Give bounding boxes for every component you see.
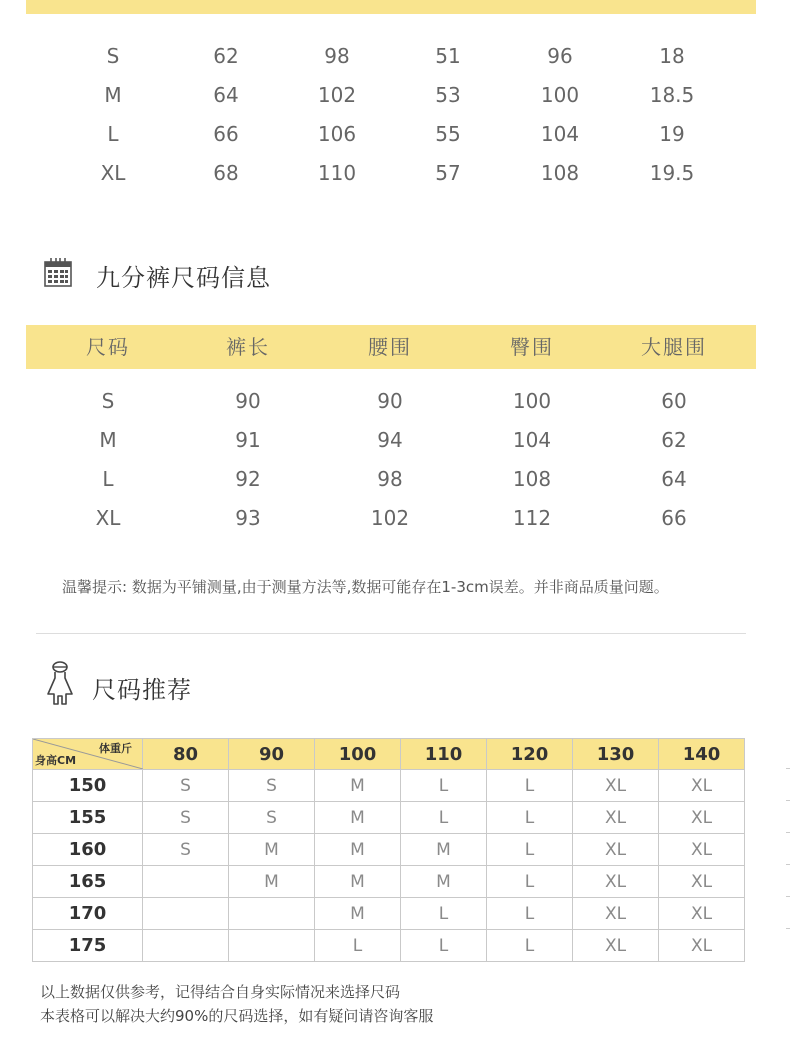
size-cell: L xyxy=(401,898,487,930)
pants-header-length: 裤长 xyxy=(226,335,270,359)
size-cell: M xyxy=(315,770,401,802)
top-table-header xyxy=(26,0,756,14)
size-cell: M xyxy=(401,834,487,866)
table-row xyxy=(33,802,745,834)
size-cell: S xyxy=(229,802,315,834)
size-cell: L xyxy=(487,834,573,866)
size-cell xyxy=(143,930,229,962)
table-cell: 18 xyxy=(659,44,685,68)
table-cell: 62 xyxy=(661,428,687,452)
table-cell: 19 xyxy=(659,122,685,146)
table-cell: 68 xyxy=(213,161,239,185)
table-cell: 93 xyxy=(235,506,261,530)
size-cell: L xyxy=(487,802,573,834)
size-cell xyxy=(143,898,229,930)
top-size-table xyxy=(26,37,756,193)
table-row xyxy=(26,499,756,538)
calendar-icon xyxy=(44,257,72,287)
table-cell: L xyxy=(102,467,114,491)
table-cell: 57 xyxy=(435,161,461,185)
table-cell: XL xyxy=(95,506,121,530)
table-cell: 112 xyxy=(512,506,552,530)
table-row xyxy=(26,37,756,76)
table-cell: 55 xyxy=(435,122,461,146)
size-cell: S xyxy=(143,834,229,866)
table-corner-cell xyxy=(33,739,143,770)
table-row xyxy=(33,866,745,898)
pants-header-hip: 臀围 xyxy=(510,335,554,359)
size-cell: XL xyxy=(573,866,659,898)
height-header: 170 xyxy=(33,898,143,930)
pants-size-table xyxy=(26,382,756,538)
pants-header-thigh: 大腿围 xyxy=(641,335,707,359)
size-cell xyxy=(229,898,315,930)
size-cell: XL xyxy=(573,930,659,962)
size-cell: L xyxy=(401,770,487,802)
size-cell: M xyxy=(229,866,315,898)
height-header: 150 xyxy=(33,770,143,802)
weight-header: 120 xyxy=(487,739,573,770)
size-cell: L xyxy=(487,770,573,802)
height-header: 155 xyxy=(33,802,143,834)
table-row xyxy=(33,770,745,802)
table-cell: 66 xyxy=(213,122,239,146)
size-cell: L xyxy=(315,930,401,962)
pants-table-header xyxy=(26,325,756,369)
size-cell: M xyxy=(315,866,401,898)
size-cell: XL xyxy=(659,930,745,962)
table-cell: 90 xyxy=(235,389,261,413)
table-cell: 60 xyxy=(661,389,687,413)
height-header: 160 xyxy=(33,834,143,866)
size-cell: S xyxy=(143,770,229,802)
size-cell: M xyxy=(229,834,315,866)
weight-header: 110 xyxy=(401,739,487,770)
height-unit-label: 身高CM xyxy=(35,754,77,767)
table-cell: 108 xyxy=(540,161,580,185)
table-cell: 64 xyxy=(661,467,687,491)
note-line-1: 以上数据仅供参考，记得结合自身实际情况来选择尺码 xyxy=(40,983,401,1001)
table-row xyxy=(26,421,756,460)
table-cell: 66 xyxy=(661,506,687,530)
section-divider xyxy=(36,633,746,634)
measurement-tip: 温馨提示: 数据为平铺测量,由于测量方法等,数据可能存在1-3cm误差。并非商品质量问题。 xyxy=(62,578,669,596)
table-cell: 53 xyxy=(435,83,461,107)
table-cell: L xyxy=(107,122,119,146)
size-cell: M xyxy=(315,802,401,834)
table-cell: S xyxy=(101,389,115,413)
table-cell: 90 xyxy=(377,389,403,413)
pants-header-waist: 腰围 xyxy=(368,335,412,359)
table-cell: 102 xyxy=(370,506,410,530)
table-cell: 91 xyxy=(235,428,261,452)
table-cell: 94 xyxy=(377,428,403,452)
size-cell: XL xyxy=(659,898,745,930)
size-cell: S xyxy=(143,802,229,834)
size-cell: L xyxy=(487,898,573,930)
size-cell: L xyxy=(487,930,573,962)
table-cell: S xyxy=(106,44,120,68)
table-row xyxy=(26,76,756,115)
table-cell: 51 xyxy=(435,44,461,68)
table-cell: 19.5 xyxy=(649,161,695,185)
weight-header: 130 xyxy=(573,739,659,770)
table-cell: 98 xyxy=(324,44,350,68)
table-cell: 18.5 xyxy=(649,83,695,107)
weight-header: 90 xyxy=(229,739,315,770)
weight-unit-label: 体重斤 xyxy=(99,742,132,755)
table-cell: 108 xyxy=(512,467,552,491)
table-row xyxy=(33,834,745,866)
size-cell: XL xyxy=(573,802,659,834)
size-cell: XL xyxy=(573,770,659,802)
table-cell: 104 xyxy=(512,428,552,452)
size-cell: XL xyxy=(573,834,659,866)
table-cell: M xyxy=(104,83,122,107)
edge-line xyxy=(786,928,790,929)
size-cell: M xyxy=(401,866,487,898)
edge-line xyxy=(786,864,790,865)
size-cell: L xyxy=(401,930,487,962)
recommend-section-title: 尺码推荐 xyxy=(92,676,192,704)
size-recommendation-table xyxy=(32,738,745,962)
size-cell: XL xyxy=(659,770,745,802)
size-cell: L xyxy=(401,802,487,834)
table-cell: XL xyxy=(100,161,126,185)
table-row xyxy=(26,382,756,421)
weight-header: 140 xyxy=(659,739,745,770)
size-cell: S xyxy=(229,770,315,802)
table-cell: 100 xyxy=(512,389,552,413)
pants-header-size: 尺码 xyxy=(86,335,130,359)
table-row xyxy=(26,115,756,154)
table-cell: 98 xyxy=(377,467,403,491)
table-cell: 64 xyxy=(213,83,239,107)
edge-line xyxy=(786,896,790,897)
table-row xyxy=(26,154,756,193)
size-cell: M xyxy=(315,898,401,930)
weight-header: 80 xyxy=(143,739,229,770)
table-cell: 110 xyxy=(317,161,357,185)
edge-line xyxy=(786,768,790,769)
table-cell: 106 xyxy=(317,122,357,146)
table-cell: 62 xyxy=(213,44,239,68)
edge-line xyxy=(786,832,790,833)
size-cell: XL xyxy=(659,866,745,898)
edge-line xyxy=(786,800,790,801)
size-cell: L xyxy=(487,866,573,898)
table-cell: 104 xyxy=(540,122,580,146)
table-cell: 96 xyxy=(547,44,573,68)
size-cell: XL xyxy=(659,834,745,866)
table-row xyxy=(26,460,756,499)
table-cell: M xyxy=(99,428,117,452)
table-cell: 92 xyxy=(235,467,261,491)
table-cell: 100 xyxy=(540,83,580,107)
table-row xyxy=(33,930,745,962)
person-icon xyxy=(44,660,76,706)
height-header: 165 xyxy=(33,866,143,898)
table-row xyxy=(33,898,745,930)
table-cell: 102 xyxy=(317,83,357,107)
size-cell: XL xyxy=(573,898,659,930)
size-cell xyxy=(143,866,229,898)
size-cell xyxy=(229,930,315,962)
weight-header: 100 xyxy=(315,739,401,770)
note-line-2: 本表格可以解决大约90%的尺码选择，如有疑问请咨询客服 xyxy=(40,1007,434,1025)
size-cell: XL xyxy=(659,802,745,834)
pants-section-title: 九分裤尺码信息 xyxy=(96,264,271,292)
height-header: 175 xyxy=(33,930,143,962)
size-cell: M xyxy=(315,834,401,866)
